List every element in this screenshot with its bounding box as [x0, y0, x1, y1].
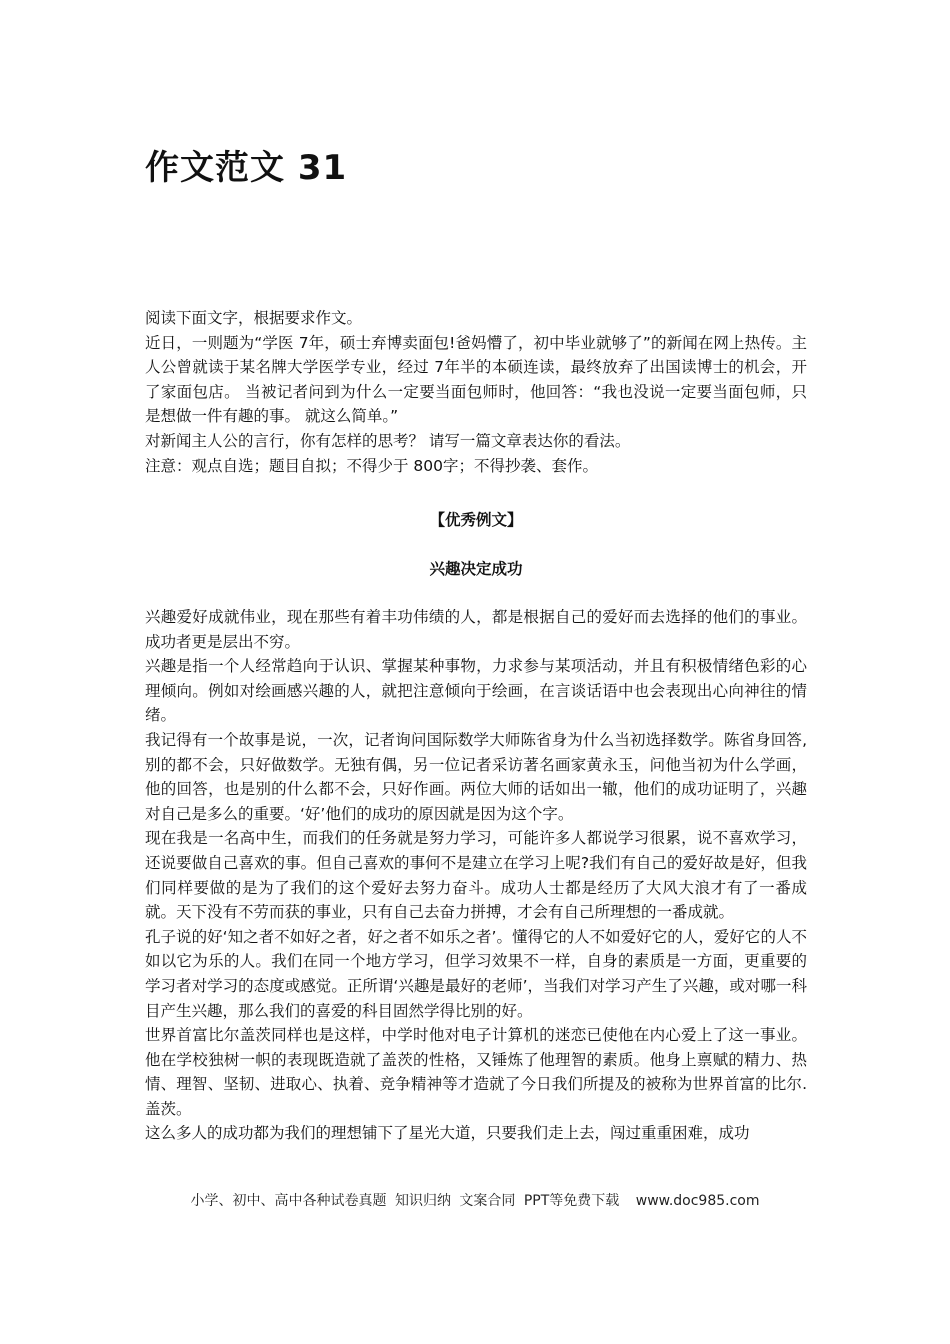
essay-paragraph: 世界首富比尔盖茨同样也是这样，中学时他对电子计算机的迷恋已使他在内心爱上了这一事业。他在学校独树一帜的表现既造就了盖茨的性格，又锤炼了他理智的素质。他身上禀赋的精力、热情、理智、坚韧、进取心、执着、竞争精神等才造就了今日我们所提及的被称为世界首富的比尔.盖茨。	[145, 1026, 807, 1118]
writing-prompt	[145, 306, 807, 478]
essay-paragraph: 现在我是一名高中生，而我们的任务就是努力学习，可能许多人都说学习很累，说不喜欢学习，还说要做自己喜欢的事。但自己喜欢的事何不是建立在学习上呢?我们有自己的爱好故是好，但我们同样要做的是为了我们的这个爱好去努力奋斗。成功人士都是经历了大风大浪才有了一番成就。天下没有不劳而获的事业，只有自己去奋力拼搏，才会有自己所理想的一番成就。	[145, 829, 807, 922]
footer-url[interactable]: www.doc985.com	[635, 1193, 760, 1209]
essay-paragraph: 我记得有一个故事是说，一次，记者询问国际数学大师陈省身为什么当初选择数学。陈省身回答,别的都不会，只好做数学。无独有偶，另一位记者采访著名画家黄永玉，问他当初为什么学画，他的回答，也是别的什么都不会，只好作画。两位大师的话如出一辙，他们的成功证明了，兴趣对自己是多么的重要。‘好’他们的成功的原因就是因为这个字。	[145, 730, 807, 823]
essay-paragraph: 这么多人的成功都为我们的理想铺下了星光大道，只要我们走上去，闯过重重困难，成功	[145, 1124, 750, 1143]
essay-paragraph: 兴趣爱好成就伟业，现在那些有着丰功伟绩的人，都是根据自己的爱好而去选择的他们的事业。成功者更是层出不穷。	[145, 608, 807, 651]
essay-paragraph: 孔子说的好‘知之者不如好之者，好之者不如乐之者’。懂得它的人不如爱好它的人，爱好它的人不如以它为乐的人。我们在同一个地方学习，但学习效果不一样，自身的素质是一方面，更重要的学习者对学习的态度或感觉。正所谓‘兴趣是最好的老师’，当我们对学习产生了兴趣，或对哪一科目产生兴趣，那么我们的喜爱的科目固然学得比别的好。	[145, 927, 807, 1020]
prompt-paragraph: 阅读下面文字，根据要求作文。	[145, 309, 363, 327]
essay-paragraph: 兴趣是指一个人经常趋向于认识、掌握某种事物，力求参与某项活动，并且有积极情绪色彩的心理倾向。例如对绘画感兴趣的人，就把注意倾向于绘画，在言谈话语中也会表现出心向神往的情绪。	[145, 657, 807, 725]
essay-body	[145, 605, 807, 1146]
footer-text: 小学、初中、高中各种试卷真题 知识归纳 文案合同 PPT等免费下载	[190, 1193, 620, 1209]
essay-title: 兴趣决定成功	[429, 560, 523, 578]
prompt-paragraph: 对新闻主人公的言行，你有怎样的思考？ 请写一篇文章表达你的看法。	[145, 431, 631, 450]
section-heading: 【优秀例文】	[429, 511, 523, 529]
prompt-paragraph: 近日，一则题为“学医 7年，硕士弃博卖面包!爸妈懵了，初中毕业就够了”的新闻在网上热传。主人公曾就读于某名牌大学医学专业，经过 7年半的本硕连读，最终放弃了出国读博士的机会，开了家面包店。 当被记者问到为什么一定要当面包师时，他回答：“我也没说一定要当面包师，只是想做一件有趣的事。 就这么简单。”	[145, 333, 807, 426]
page-footer	[0, 1190, 950, 1210]
document-title: 作文范文 31	[145, 148, 348, 188]
prompt-paragraph: 注意：观点自选；题目自拟；不得少于 800字；不得抄袭、套作。	[145, 456, 599, 475]
